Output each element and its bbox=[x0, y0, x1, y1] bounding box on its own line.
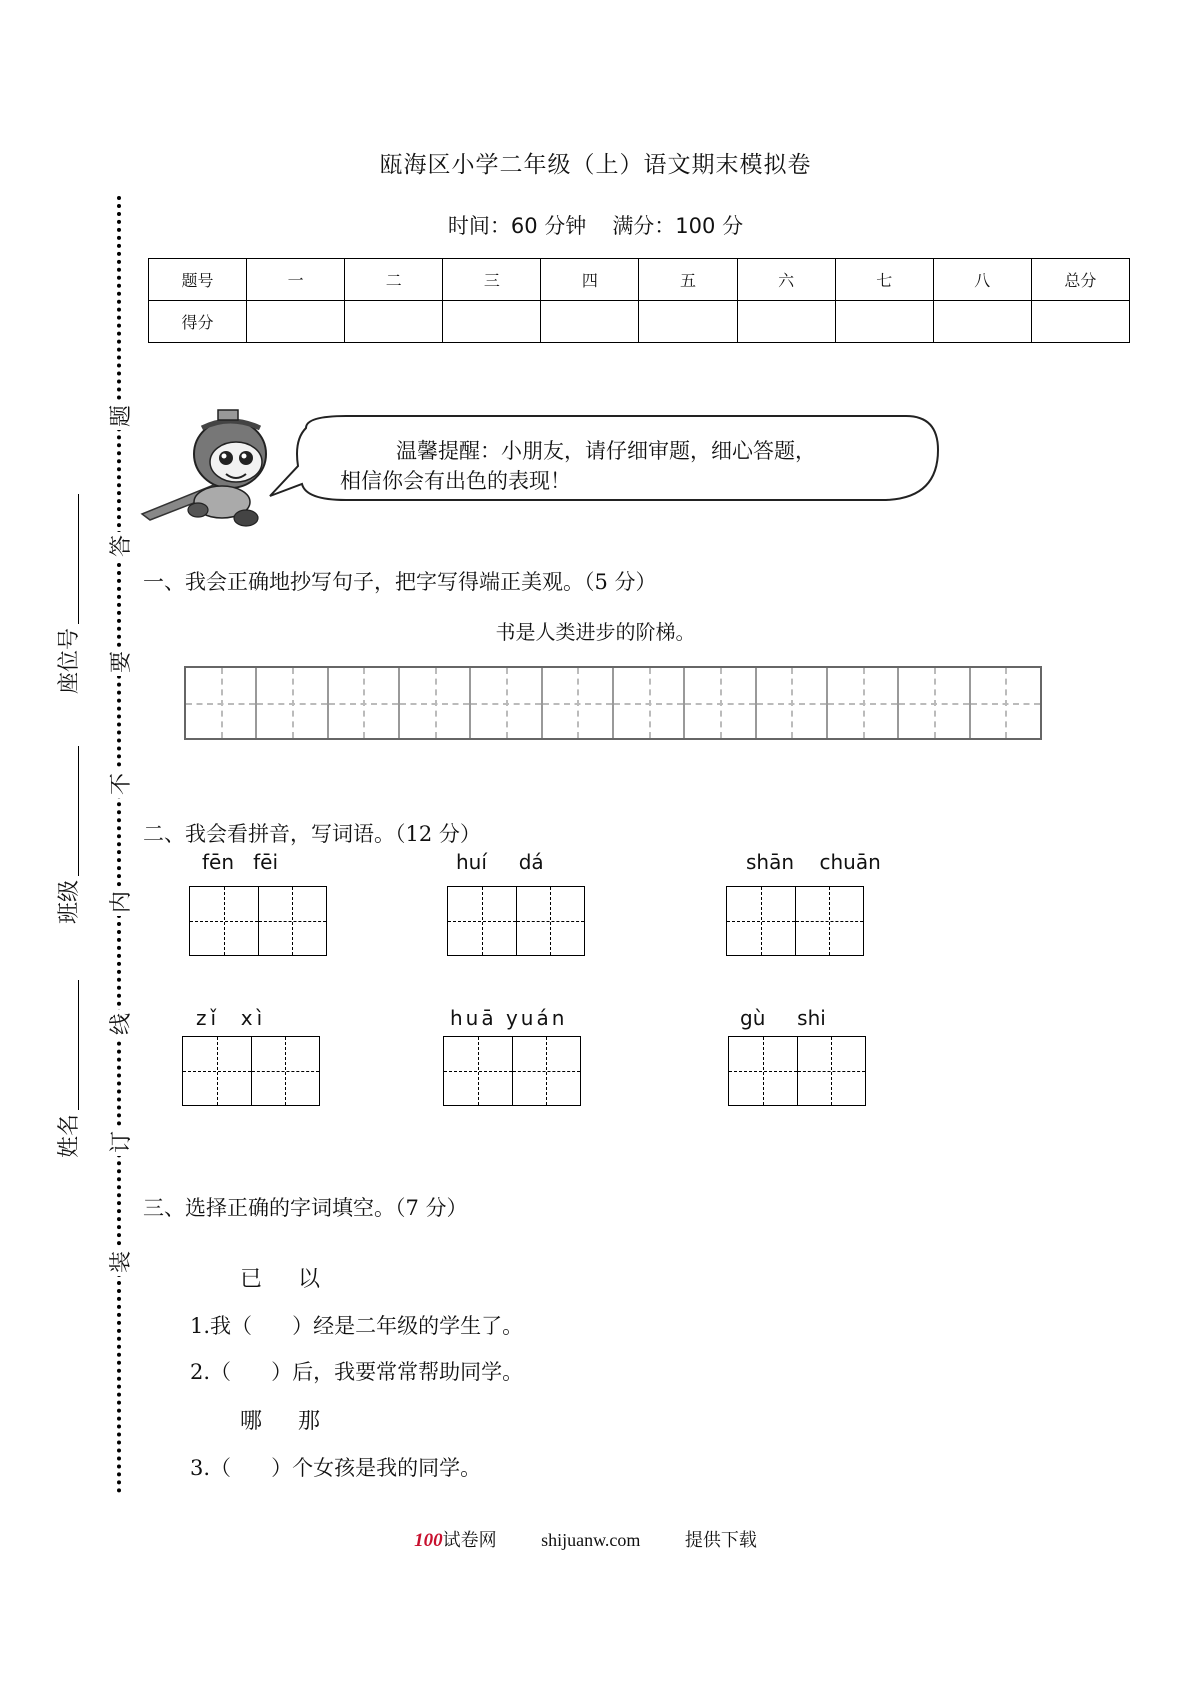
site-url[interactable]: shijuanw.com bbox=[541, 1530, 641, 1550]
question-3: 3.（ ）个女孩是我的同学。 bbox=[190, 1456, 482, 1480]
choice-word: 那 bbox=[298, 1409, 321, 1434]
pinyin-label: huí dá bbox=[456, 850, 544, 874]
tian-cell[interactable] bbox=[727, 887, 796, 955]
pinyin-label: zǐ xì bbox=[196, 1006, 267, 1030]
score-header-cell: 总分 bbox=[1031, 259, 1129, 301]
binding-char: 答 bbox=[108, 532, 136, 560]
class-label: 班级 bbox=[57, 879, 82, 924]
score-header-cell: 四 bbox=[541, 259, 639, 301]
score-cell[interactable] bbox=[345, 301, 443, 343]
footer-note: 提供下载 bbox=[684, 1530, 757, 1550]
writing-cell[interactable] bbox=[257, 668, 328, 738]
tian-grid-pair[interactable] bbox=[443, 1036, 581, 1106]
score-header-cell: 二 bbox=[345, 259, 443, 301]
score-cell[interactable] bbox=[933, 301, 1031, 343]
tian-grid-pair[interactable] bbox=[726, 886, 864, 956]
copy-sentence: 书是人类进步的阶梯。 bbox=[495, 620, 696, 644]
tian-grid-pair[interactable] bbox=[728, 1036, 866, 1106]
tian-cell[interactable] bbox=[729, 1037, 798, 1105]
name-field[interactable] bbox=[52, 980, 83, 1158]
copy-writing-grid[interactable] bbox=[184, 666, 1042, 740]
score-cell[interactable] bbox=[737, 301, 835, 343]
section-1-heading: 一、我会正确地抄写句子，把字写得端正美观。（5 分） bbox=[143, 570, 657, 594]
site-logo-text: 试卷网 bbox=[442, 1530, 497, 1550]
writing-cell[interactable] bbox=[828, 668, 899, 738]
score-header-cell: 六 bbox=[737, 259, 835, 301]
writing-cell[interactable] bbox=[971, 668, 1040, 738]
tian-cell[interactable] bbox=[252, 1037, 320, 1105]
score-header-cell: 五 bbox=[639, 259, 737, 301]
score-cell[interactable] bbox=[541, 301, 639, 343]
tian-cell[interactable] bbox=[444, 1037, 513, 1105]
page-title: 瓯海区小学二年级（上）语文期末模拟卷 bbox=[379, 152, 812, 178]
word-choices-2 bbox=[240, 1404, 320, 1435]
tian-cell[interactable] bbox=[517, 887, 585, 955]
score-table bbox=[148, 258, 1130, 343]
exam-info bbox=[0, 210, 1191, 240]
tian-cell[interactable] bbox=[798, 1037, 866, 1105]
site-logo-number: 100 bbox=[414, 1530, 443, 1551]
section-2-heading: 二、我会看拼音，写词语。（12 分） bbox=[143, 822, 481, 846]
score-table-score-row bbox=[149, 301, 1130, 343]
writing-cell[interactable] bbox=[186, 668, 257, 738]
footer bbox=[0, 1526, 1191, 1552]
writing-cell[interactable] bbox=[329, 668, 400, 738]
question-2: 2.（ ）后，我要常常帮助同学。 bbox=[190, 1360, 524, 1384]
writing-cell[interactable] bbox=[614, 668, 685, 738]
reminder-line-1: 温馨提醒：小朋友，请仔细审题，细心答题， bbox=[396, 439, 816, 463]
reminder-line-2: 相信你会有出色的表现！ bbox=[340, 469, 571, 493]
name-blank[interactable] bbox=[61, 980, 79, 1110]
tian-cell[interactable] bbox=[448, 887, 517, 955]
binding-char: 要 bbox=[108, 648, 136, 676]
writing-cell[interactable] bbox=[685, 668, 756, 738]
tian-cell[interactable] bbox=[796, 887, 864, 955]
tian-cell[interactable] bbox=[183, 1037, 252, 1105]
score-header-cell: 七 bbox=[835, 259, 933, 301]
writing-cell[interactable] bbox=[471, 668, 542, 738]
score-header-cell: 八 bbox=[933, 259, 1031, 301]
score-label: 满分：100 分 bbox=[612, 214, 744, 238]
tian-grid-pair[interactable] bbox=[182, 1036, 320, 1106]
class-blank[interactable] bbox=[61, 746, 79, 876]
name-label: 姓名 bbox=[57, 1113, 82, 1158]
tian-grid-pair[interactable] bbox=[189, 886, 327, 956]
binding-char: 内 bbox=[108, 888, 136, 916]
score-row-label: 得分 bbox=[149, 301, 247, 343]
binding-char: 线 bbox=[108, 1010, 136, 1038]
score-header-cell: 题号 bbox=[149, 259, 247, 301]
score-cell[interactable] bbox=[443, 301, 541, 343]
word-choices-1 bbox=[240, 1262, 320, 1293]
score-table-header-row bbox=[149, 259, 1130, 301]
seat-number-blank[interactable] bbox=[61, 494, 79, 624]
choice-word: 以 bbox=[298, 1267, 321, 1292]
time-label: 时间：60 分钟 bbox=[447, 214, 587, 238]
score-cell[interactable] bbox=[835, 301, 933, 343]
binding-char: 题 bbox=[108, 402, 136, 430]
seat-number-label: 座位号 bbox=[57, 627, 82, 694]
writing-cell[interactable] bbox=[543, 668, 614, 738]
question-1: 1.我（ ）经是二年级的学生了。 bbox=[190, 1314, 524, 1338]
seat-number-field[interactable] bbox=[52, 494, 83, 694]
score-cell[interactable] bbox=[1031, 301, 1129, 343]
choice-word: 已 bbox=[240, 1267, 263, 1292]
score-cell[interactable] bbox=[247, 301, 345, 343]
score-header-cell: 一 bbox=[247, 259, 345, 301]
binding-char: 不 bbox=[108, 770, 136, 798]
pinyin-label: huā yuán bbox=[450, 1006, 568, 1030]
tian-cell[interactable] bbox=[513, 1037, 581, 1105]
writing-cell[interactable] bbox=[899, 668, 970, 738]
class-field[interactable] bbox=[52, 746, 83, 924]
section-3-heading: 三、选择正确的字词填空。（7 分） bbox=[143, 1196, 468, 1220]
score-cell[interactable] bbox=[639, 301, 737, 343]
writing-cell[interactable] bbox=[400, 668, 471, 738]
tian-cell[interactable] bbox=[190, 887, 259, 955]
binding-dotted-line bbox=[117, 196, 121, 1494]
reminder-text bbox=[340, 436, 920, 496]
writing-cell[interactable] bbox=[757, 668, 828, 738]
binding-char: 装 bbox=[108, 1248, 136, 1276]
choice-word: 哪 bbox=[240, 1409, 263, 1434]
tian-grid-pair[interactable] bbox=[447, 886, 585, 956]
pinyin-label: shān chuān bbox=[746, 850, 881, 874]
pinyin-label: fēn fēi bbox=[202, 850, 279, 874]
score-header-cell: 三 bbox=[443, 259, 541, 301]
binding-char: 订 bbox=[108, 1128, 136, 1156]
tian-cell[interactable] bbox=[259, 887, 327, 955]
pinyin-label: gù shi bbox=[740, 1006, 826, 1030]
